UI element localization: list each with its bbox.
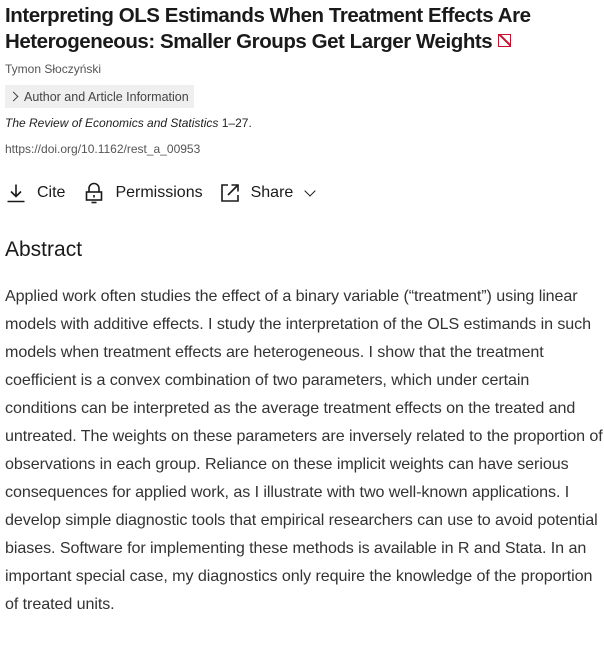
doi-link[interactable]: https://doi.org/10.1162/rest_a_00953: [5, 142, 201, 156]
article-actions: [5, 182, 314, 204]
abstract-heading: Abstract: [5, 238, 83, 261]
author-info-label: Author and Article Information: [24, 89, 189, 104]
share-label: Share: [250, 184, 294, 201]
share-button[interactable]: [219, 182, 315, 204]
download-icon: [5, 182, 27, 204]
citation: [5, 116, 252, 130]
author-name[interactable]: Tymon Słoczyński: [5, 62, 102, 76]
article-title: [5, 3, 599, 55]
cite-label: Cite: [37, 184, 66, 201]
journal-name: The Review of Economics and Statistics: [5, 116, 219, 130]
author-info-toggle[interactable]: [5, 85, 194, 108]
permissions-button[interactable]: [83, 182, 202, 204]
cite-button[interactable]: [5, 182, 65, 204]
share-icon: [219, 182, 241, 204]
article-title-text: Interpreting OLS Estimands When Treatment Effects Are Heterogeneous: Smaller Groups Get Larger Weights: [5, 4, 531, 53]
pdf-icon[interactable]: [498, 34, 511, 47]
lock-icon: [83, 182, 105, 204]
permissions-label: Permissions: [115, 184, 203, 201]
chevron-down-icon[interactable]: [305, 185, 316, 196]
chevron-right-icon: [9, 92, 19, 102]
abstract-text: Applied work often studies the effect of a binary variable (“treatment”) using linear models with additive effects. I study the interpretation of the OLS estimands in such models when treatment effects are heterogeneous. I show that the treatment coefficient is a convex combination of two parameters, which under certain conditions can be interpreted as the average treatment effects on the treated and untreated. The weights on these parameters are inversely related to the proportion of observations in each group. Reliance on these implicit weights can have serious consequences for applied work, as I illustrate with two well-known applications. I develop simple diagnostic tools that empirical researchers can use to avoid potential biases. Software for implementing these methods is available in R and Stata. In an important special case, my diagnostics only require the knowledge of the proportion of treated units.: [5, 287, 603, 613]
citation-pages: 1–27.: [218, 116, 252, 130]
